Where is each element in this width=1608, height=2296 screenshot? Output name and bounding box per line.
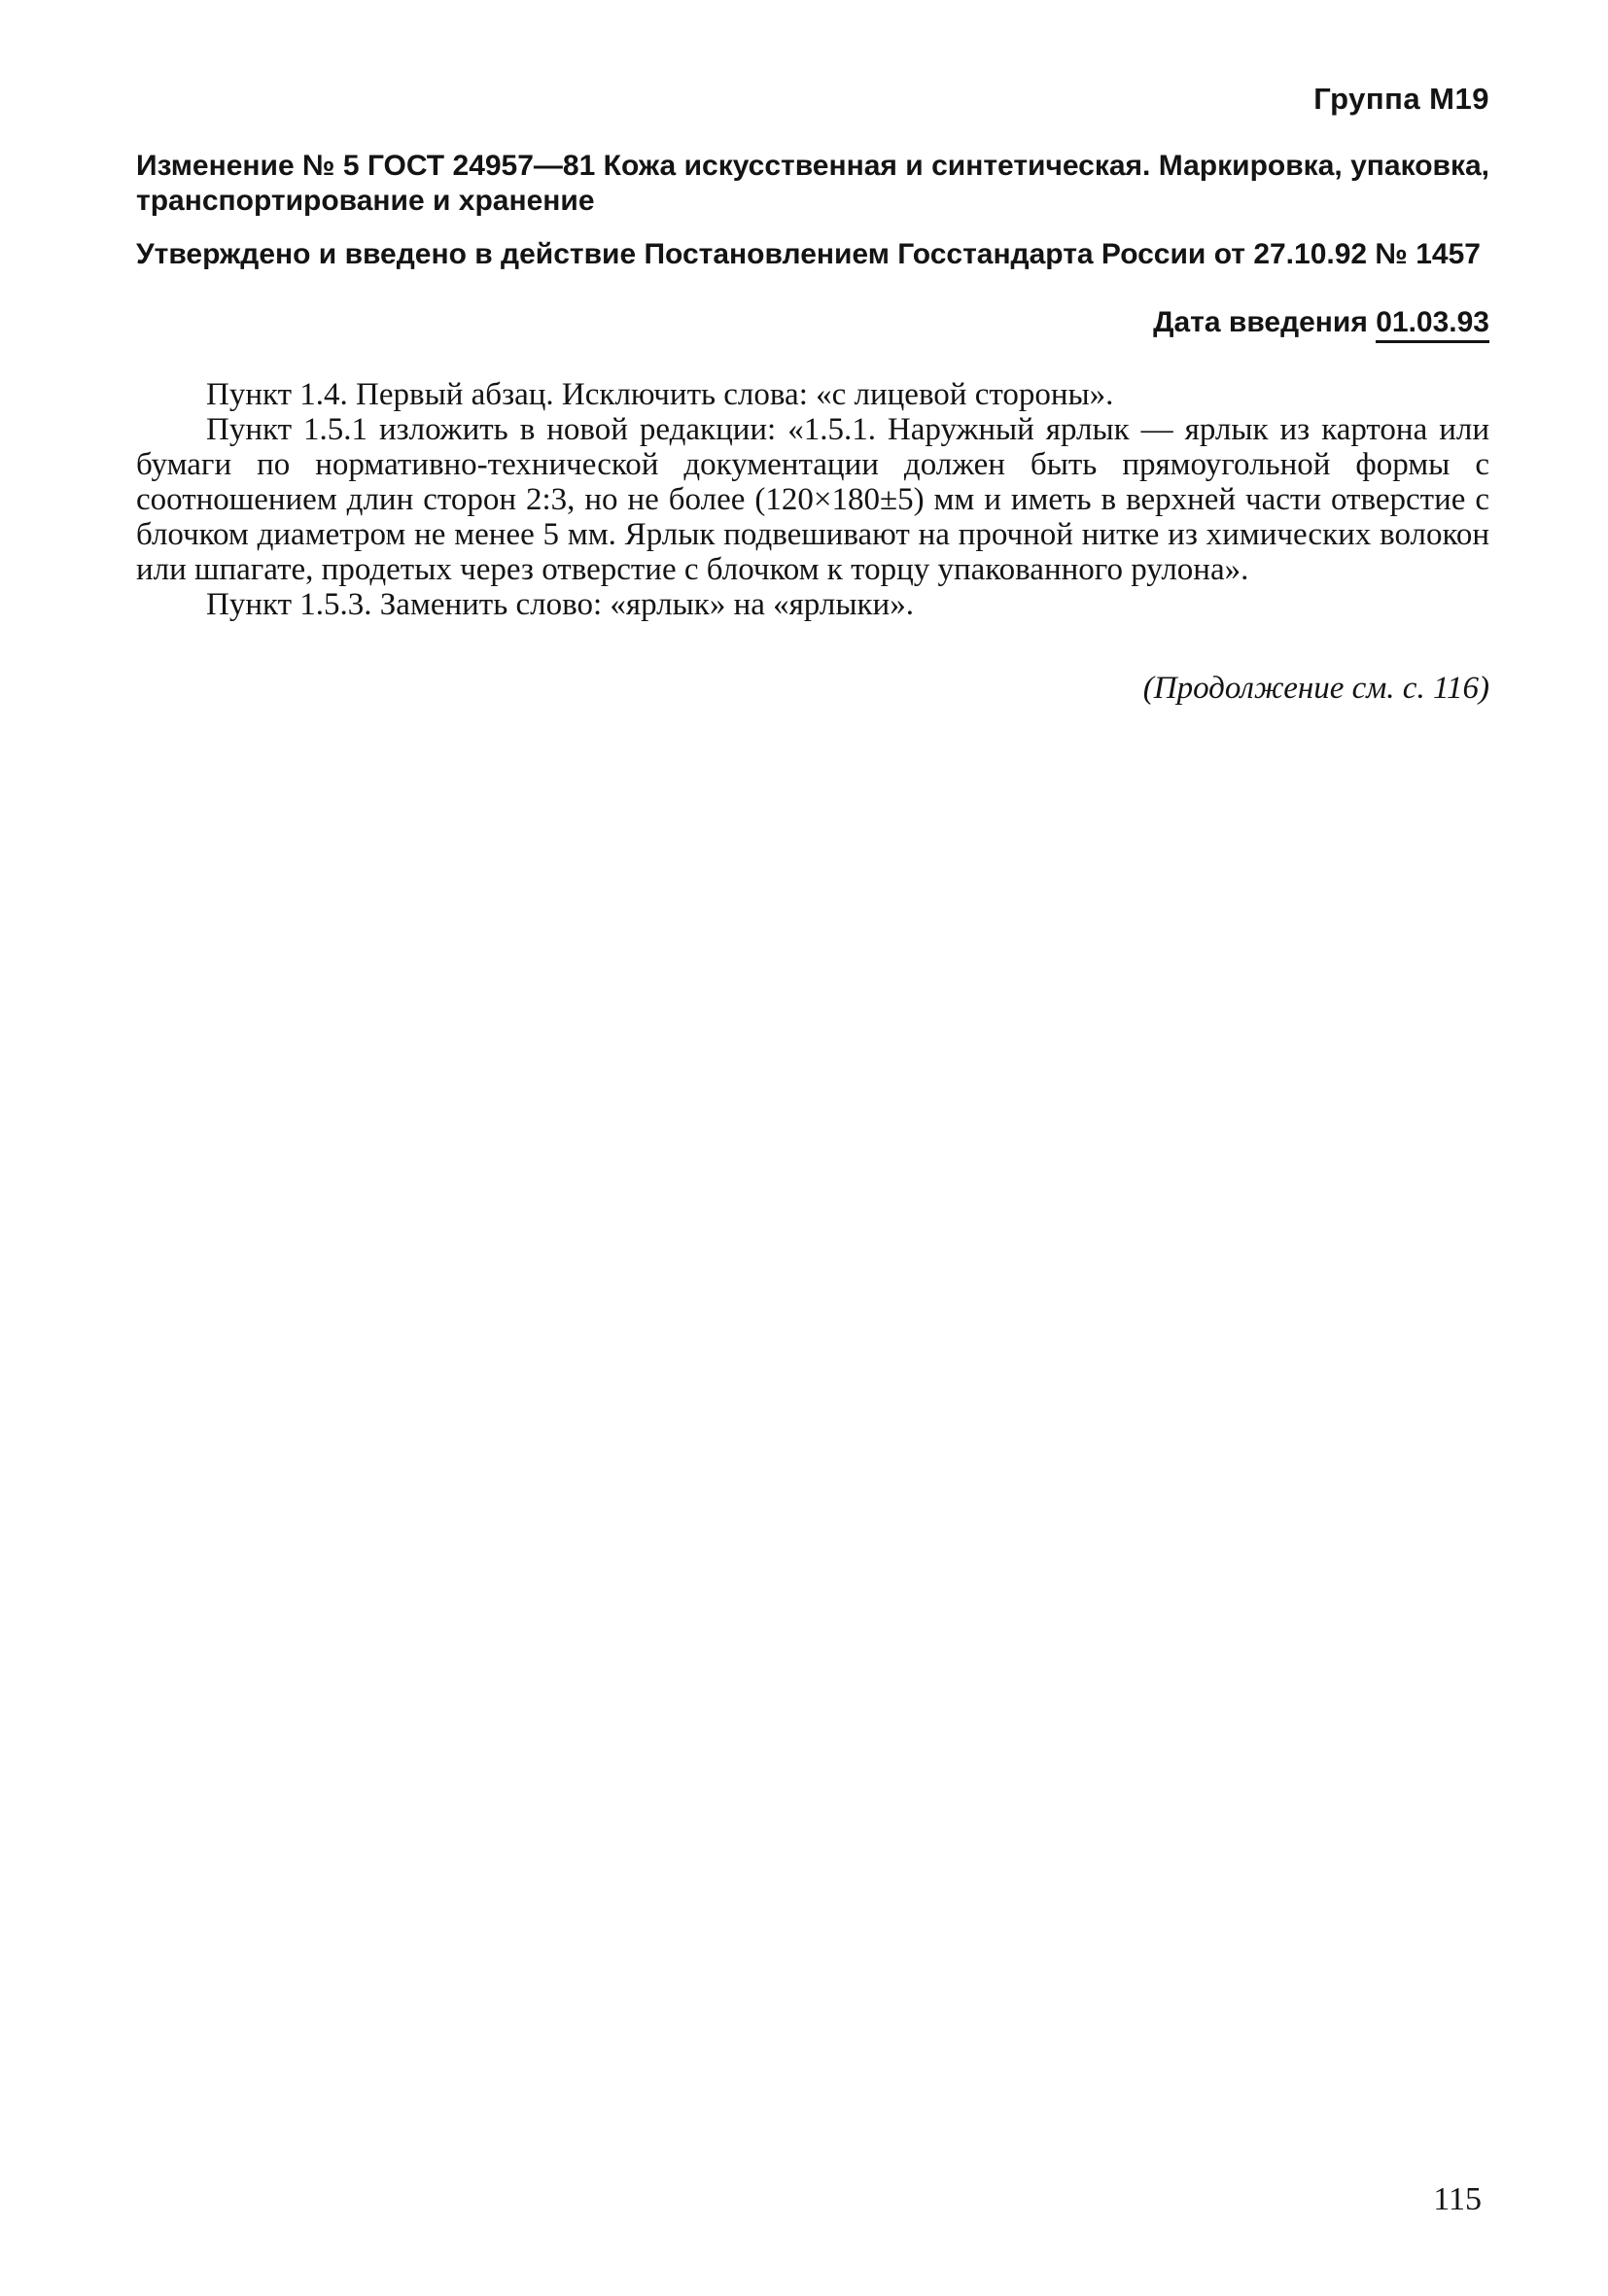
paragraph-item-1-5-3: Пункт 1.5.3. Заменить слово: «ярлык» на «ярлыки». [206,587,914,622]
group-label: Группа М19 [1313,82,1489,116]
amendment-body [136,377,1489,622]
paragraph-item-1-5-1: Пункт 1.5.1 изложить в новой редакции: «1.5.1. Наружный ярлык — ярлык из картона или бумаги по нормативно-технической документации должен быть прямоугольной формы с соотношением длин сторон 2:3, но не более (120×180±5) мм и иметь в верхней части отверстие с блочком диаметром не менее 5 мм. Ярлык подвешивают на прочной нитке из химических волокон или шпагате, продетых через отверстие с блочком к торцу упакованного рулона». [136,412,1489,587]
paragraph-item-1-4: Пункт 1.4. Первый абзац. Исключить слова: «с лицевой стороны». [206,377,1114,412]
introduction-date-value: 01.03.93 [1376,306,1489,343]
introduction-date-label: Дата введения [1153,306,1368,338]
introduction-date [1153,305,1489,340]
continuation-note: (Продолжение см. с. 116) [1142,671,1489,706]
page-number: 115 [1433,2181,1482,2217]
amendment-title: Изменение № 5 ГОСТ 24957—81 Кожа искусственная и синтетическая. Маркировка, упаковка, транспортирование и хранение [136,150,1489,217]
approval-statement: Утверждено и введено в действие Постановлением Госстандарта России от 27.10.92 № 1457 [136,238,1481,270]
